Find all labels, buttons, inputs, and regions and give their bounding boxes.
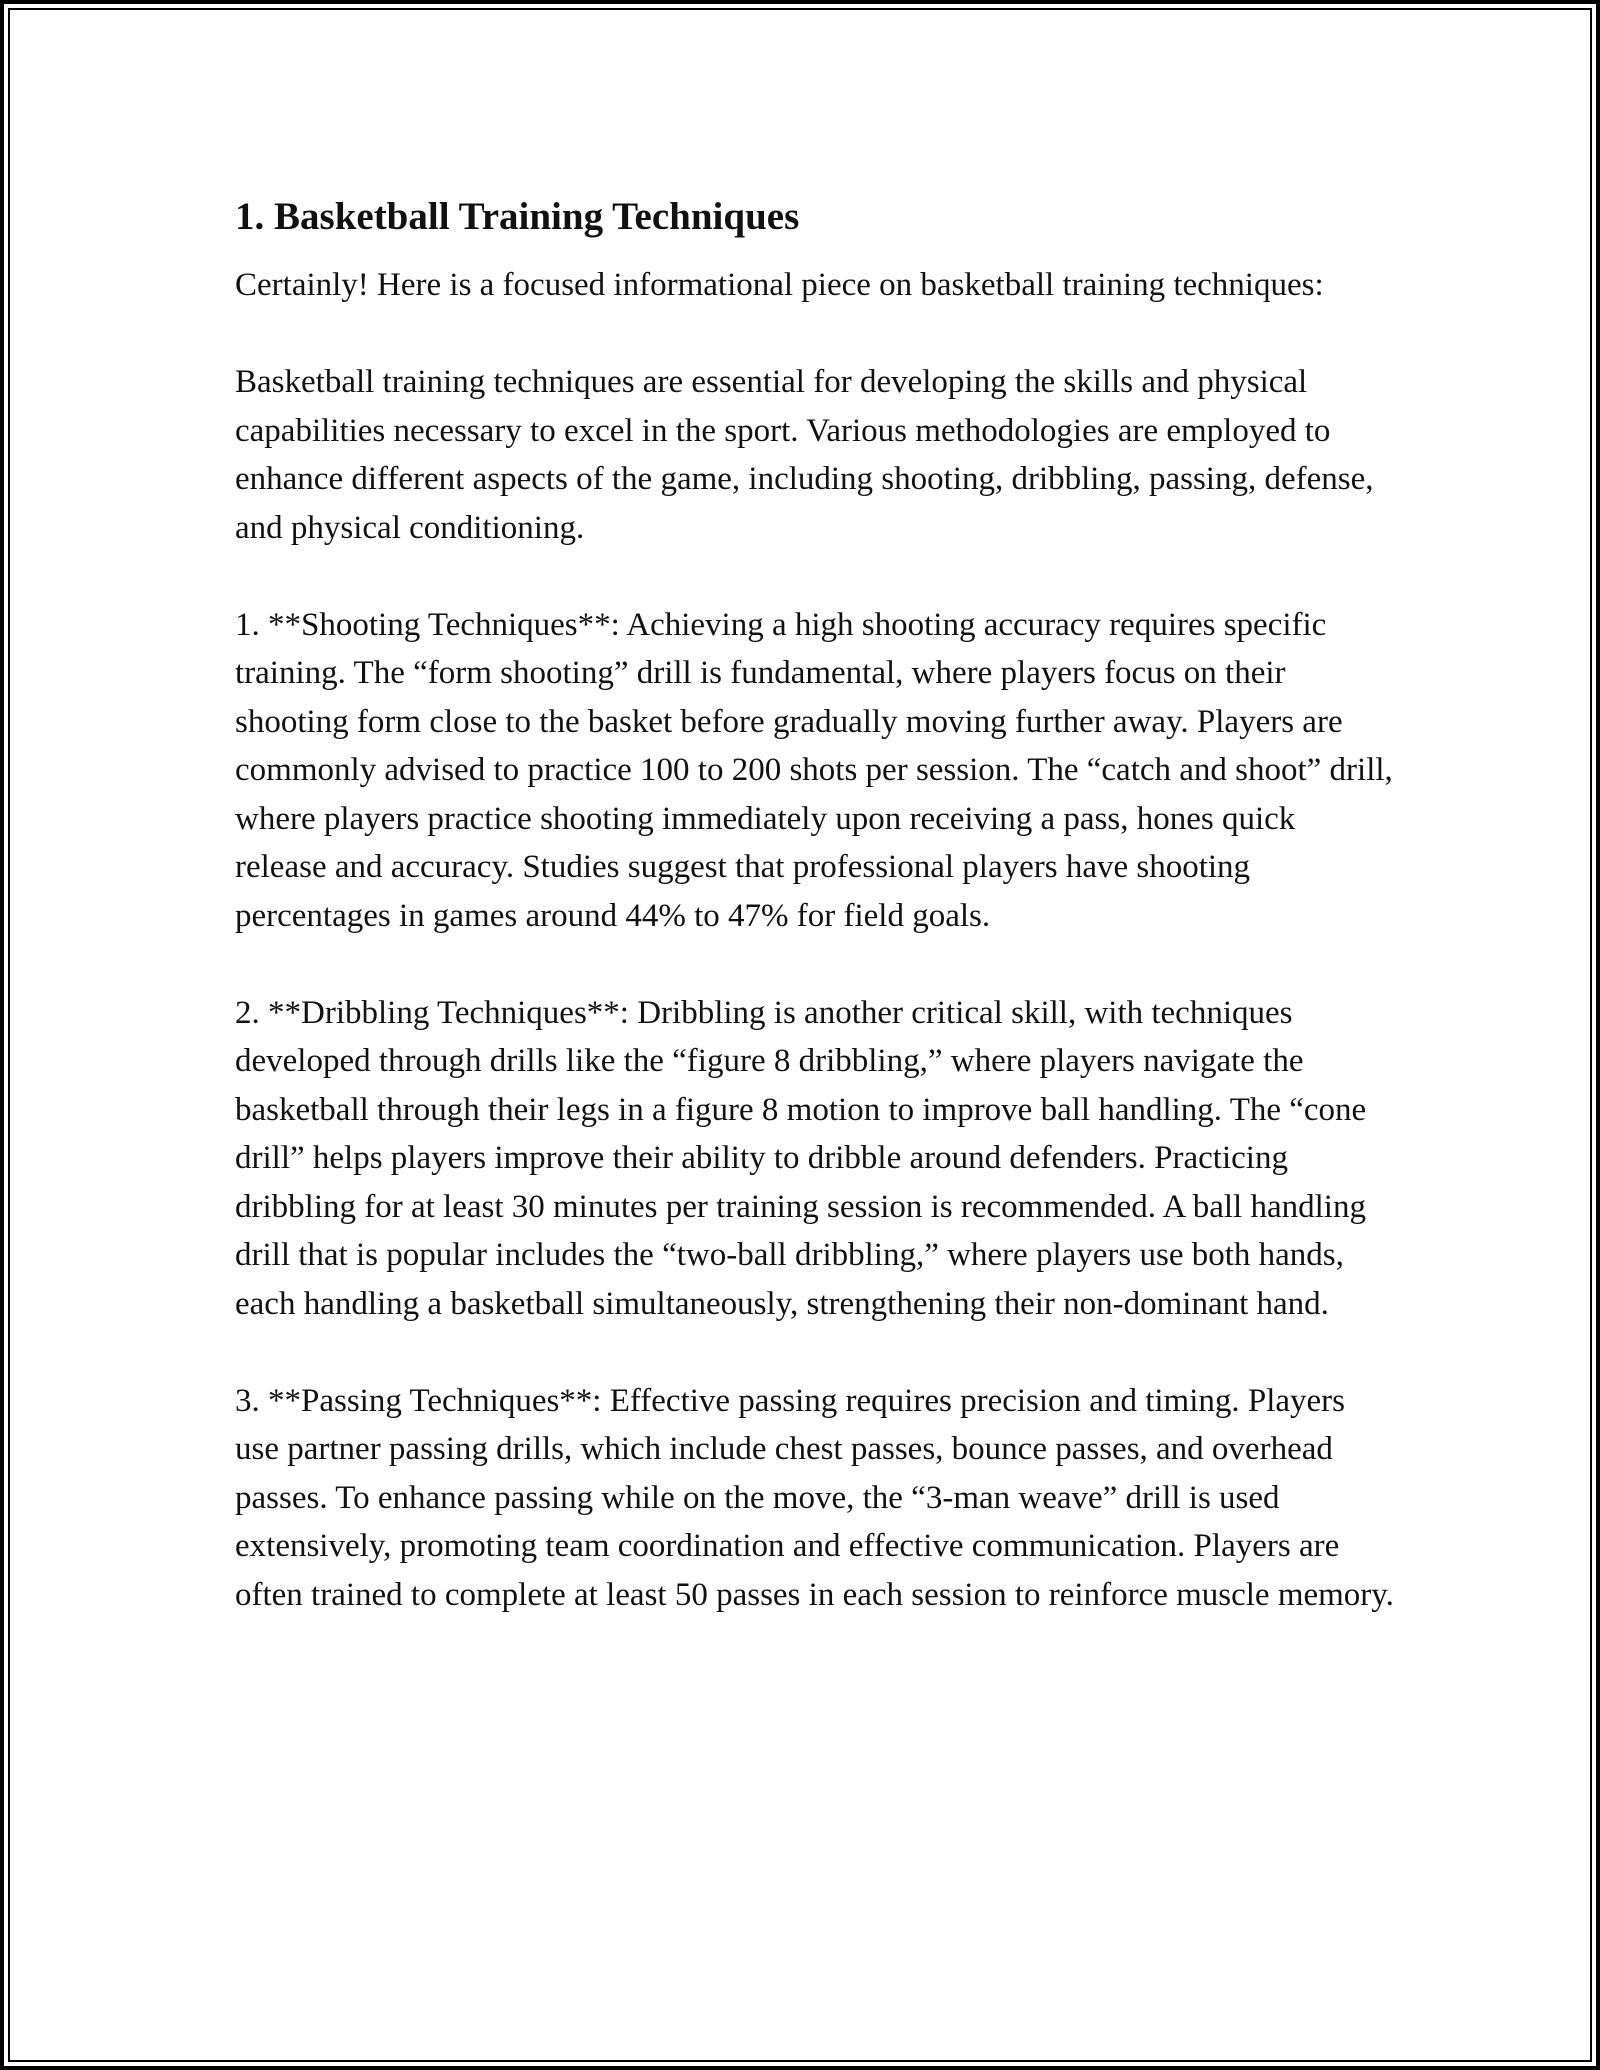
shooting-techniques-paragraph: 1. **Shooting Techniques**: Achieving a high shooting accuracy requires specific training. The “form shooting” drill is fundamental, where players focus on their shooting form close to the basket before gradually moving further away. Players are commonly advised to practice 100 to 200 shots per session. The “catch and shoot” drill, where players practice shooting immediately upon receiving a pass, hones quick release and accuracy. Studies suggest that professional players have shooting percentages in games around 44% to 47% for field goals.	[235, 606, 1393, 934]
passing-techniques-paragraph: 3. **Passing Techniques**: Effective passing requires precision and timing. Players use partner passing drills, which include chest passes, bounce passes, and overhead passes. To enhance passing while on the move, the “3-man weave” drill is used extensively, promoting team coordination and effective communication. Players are often trained to complete at least 50 passes in each session to reinforce muscle memory.	[235, 1382, 1394, 1613]
overview-paragraph: Basketball training techniques are essential for developing the skills and physical capabilities necessary to excel in the sport. Various methodologies are employed to enhance different aspects of the game, including shooting, dribbling, passing, defense, and physical conditioning.	[235, 364, 1374, 546]
document-body	[235, 193, 1395, 1619]
section-heading: 1. Basketball Training Techniques	[235, 195, 800, 238]
intro-paragraph: Certainly! Here is a focused informational piece on basketball training techniques:	[235, 267, 1324, 303]
dribbling-techniques-paragraph: 2. **Dribbling Techniques**: Dribbling is another critical skill, with techniques developed through drills like the “figure 8 dribbling,” where players navigate the basketball through their legs in a figure 8 motion to improve ball handling. The “cone drill” helps players improve their ability to dribble around defenders. Practicing dribbling for at least 30 minutes per training session is recommended. A ball handling drill that is popular includes the “two-ball dribbling,” where players use both hands, each handling a basketball simultaneously, strengthening their non-dominant hand.	[235, 994, 1367, 1322]
page-border	[8, 8, 1592, 2062]
